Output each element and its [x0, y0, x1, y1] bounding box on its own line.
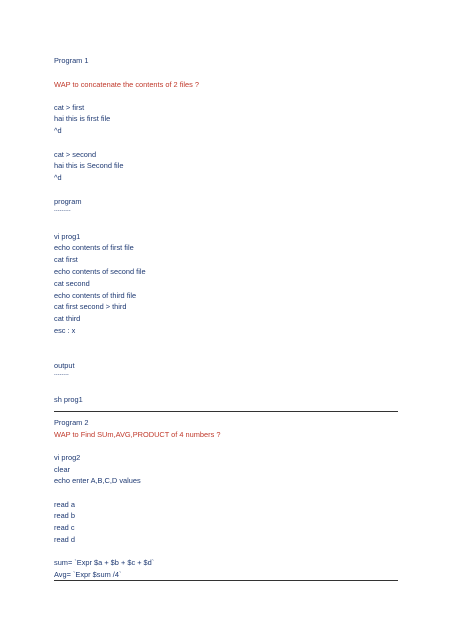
code-line: read b	[54, 511, 75, 520]
output-heading: output	[54, 361, 75, 370]
code-line: echo contents of second file	[54, 267, 146, 276]
code-line: clear	[54, 465, 71, 474]
code-line: sh prog1	[54, 395, 83, 404]
code-line: cat > second	[54, 150, 97, 159]
code-line: cat > first	[54, 103, 85, 112]
code-line: cat third	[54, 314, 81, 323]
code-line: sum= `Expr $a + $b + $c + $d`	[54, 558, 155, 567]
program1-title: Program 1	[54, 56, 89, 65]
program2-title: Program 2	[54, 418, 89, 427]
code-line: hai this is Second file	[54, 161, 124, 170]
code-line: read d	[54, 535, 75, 544]
code-line: vi prog2	[54, 453, 81, 462]
code-line: ^d	[54, 173, 62, 182]
code-line: Avg= `Expr $sum /4`	[54, 570, 122, 579]
code-line: read a	[54, 500, 75, 509]
code-line: read c	[54, 523, 75, 532]
code-line: vi prog1	[54, 232, 81, 241]
code-line: echo contents of third file	[54, 291, 137, 300]
program2-question: WAP to Find SUm,AVG,PRODUCT of 4 numbers ?	[54, 430, 221, 439]
code-line: echo enter A,B,C,D values	[54, 476, 141, 485]
code-line: echo contents of first file	[54, 243, 134, 252]
program1-question: WAP to concatenate the contents of 2 files ?	[54, 80, 200, 89]
code-line: cat first second > third	[54, 302, 127, 311]
code-line: hai this is first file	[54, 114, 111, 123]
code-line: cat first	[54, 255, 78, 264]
section-divider	[54, 411, 398, 412]
program-underline: ---------	[54, 208, 71, 214]
section-divider	[54, 580, 398, 581]
code-line: cat second	[54, 279, 90, 288]
code-line: ^d	[54, 126, 62, 135]
code-line: esc : x	[54, 326, 76, 335]
program-heading: program	[54, 197, 82, 206]
output-underline: --------	[54, 372, 69, 378]
